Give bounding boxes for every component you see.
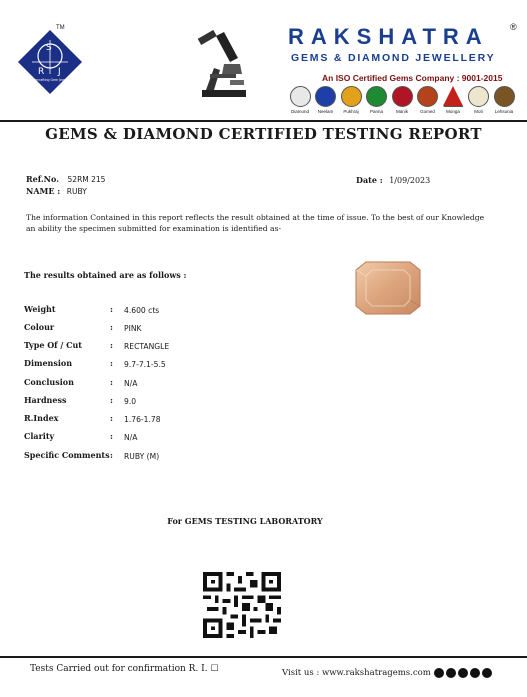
gem-munga: Munga [441,86,465,114]
brand-subtitle: GEMS & DIAMOND JEWELLERY [291,52,496,64]
logo-caption: Mastercrafting Gem Jewellery [26,78,74,82]
gem-panna: Panna [365,86,389,114]
footer-divider [0,656,527,658]
logo-letter-r: R [38,67,45,77]
result-value-rindex: 1.76-1.78 [124,415,161,424]
result-value-colour: PINK [124,324,142,333]
result-value-cut: RECTANGLE [124,342,170,351]
tests-footer-text: Tests Carried out for confirmation R. I. ☐ [30,664,219,674]
iso-statement: An ISO Certified Gems Company : 9001-2015 [322,73,503,83]
result-value-dimension: 9.7-7.1-5.5 [124,360,166,369]
result-label-colour: Colour [24,322,55,332]
microscope-icon [194,30,254,100]
date-label: Date : [356,175,383,185]
result-label-weight: Weight [24,304,56,314]
result-colon: : [110,377,113,387]
gem-neelam: Neelam [314,86,338,114]
ref-row [26,174,105,184]
result-label-dimension: Dimension [24,358,73,368]
result-colon: : [110,358,113,368]
gem-manik: Manik [390,86,414,114]
gem-lehsunia: Lehsunia [492,86,516,114]
company-logo [14,24,86,100]
youtube-icon[interactable] [458,668,468,678]
result-label-cut: Type Of / Cut [24,340,82,350]
logo-letter-s: S [46,43,52,53]
twitter-icon[interactable] [470,668,480,678]
gem-strip [288,86,516,114]
result-colon: : [110,395,113,405]
ref-label: Ref.No. [26,174,59,184]
gem-gomed: Gomed [416,86,440,114]
social-icons [434,668,492,678]
report-title: GEMS & DIAMOND CERTIFIED TESTING REPORT [45,125,482,143]
header-divider [0,120,527,122]
result-value-clarity: N/A [124,433,138,442]
gemstone-image [352,260,424,316]
gem-moti: Moti [467,86,491,114]
result-colon: : [110,413,113,423]
result-value-hardness: 9.0 [124,397,137,406]
result-label-comments: Specific Comments [24,450,110,460]
visit-footer-text[interactable]: Visit us : www.rakshatragems.com [282,668,431,678]
facebook-icon[interactable] [434,668,444,678]
intro-paragraph: The information Contained in this report reflects the result obtained at the time of issue. To the best of our Knowledge an ability the specimen submitted for examination is identified as- [26,213,485,233]
result-label-conclusion: Conclusion [24,377,74,387]
results-heading: The results obtained are as follows : [24,270,187,280]
logo-letter-j: J [58,67,61,77]
whatsapp-icon[interactable] [482,668,492,678]
result-colon: : [110,431,113,441]
signature-line: For GEMS TESTING LABORATORY [167,516,323,526]
ref-value: 52RM 215 [67,175,106,184]
result-colon: : [110,322,113,332]
result-value-weight: 4.600 cts [124,306,160,315]
logo-tm: TM [56,25,65,31]
name-row [26,186,87,196]
gem-pukhraj: Pukhraj [339,86,363,114]
result-label-rindex: R.Index [24,413,59,423]
result-colon: : [110,450,113,460]
registered-mark: ® [510,22,517,32]
name-value: RUBY [66,187,87,196]
gem-diamond: Diamond [288,86,312,114]
instagram-icon[interactable] [446,668,456,678]
result-colon: : [110,304,113,314]
date-row [356,175,430,185]
date-value: 1/09/2023 [389,176,431,185]
result-value-comments: RUBY (M) [124,452,160,461]
name-label: NAME : [26,186,61,196]
result-label-hardness: Hardness [24,395,67,405]
qr-code[interactable] [202,572,282,638]
brand-name: RAKSHATRA [288,24,489,49]
result-value-conclusion: N/A [124,379,138,388]
result-colon: : [110,340,113,350]
result-label-clarity: Clarity [24,431,55,441]
